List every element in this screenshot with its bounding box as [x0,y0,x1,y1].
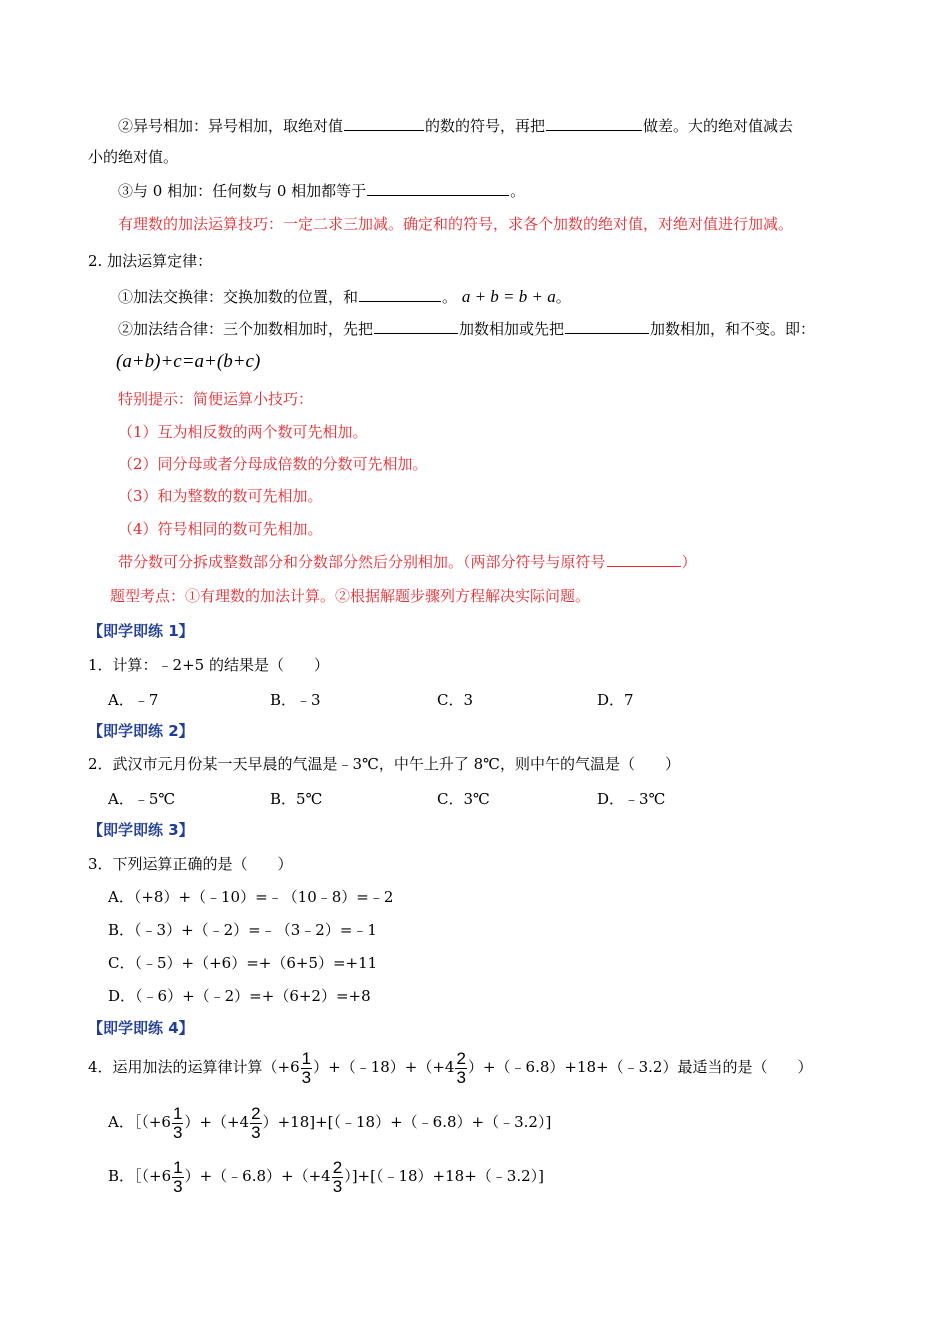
fill-blank[interactable] [344,115,424,131]
option-part: ）+（﹣6.8）+（+4 [184,1167,331,1185]
unlike-signs-rule [118,115,793,136]
associative-formula: (a+b)+c=a+(b+c) [116,351,261,372]
hint-item: （1）互为相反数的两个数可先相加。 [118,423,368,441]
zero-addition-rule [118,180,525,201]
law-text: 。 [442,288,458,306]
option-c[interactable]: C．3℃ [437,790,490,808]
practice-tag: 【即学即练 4】 [88,1019,194,1037]
commutative-law [118,286,571,307]
rule-text: 做差。大的绝对值减去 [643,117,794,135]
question-part: ）+（﹣6.8）+18+（﹣3.2）最适当的是（ ） [467,1058,813,1076]
option-part: A．［（+6 [108,1113,171,1131]
fill-blank[interactable] [546,115,642,131]
denominator: 3 [251,1122,261,1142]
fraction [455,1050,466,1087]
option-part: ）+18]+[（﹣18）+（﹣6.8）+（﹣3.2）] [262,1113,552,1131]
rule-text: 的数的符号，再把 [425,117,546,135]
exam-points: 题型考点：①有理数的加法计算。②根据解题步骤列方程解决实际问题。 [110,587,591,605]
fraction [301,1050,312,1087]
option-a[interactable]: A．﹣7 [108,691,159,709]
fill-blank[interactable] [367,180,509,196]
option-d[interactable]: D．7 [597,691,634,709]
law-text: ②加法结合律：三个加数相加时，先把 [118,320,374,338]
denominator: 3 [332,1176,343,1196]
fraction [332,1159,343,1196]
fraction [250,1105,261,1142]
denominator: 3 [172,1122,183,1142]
option-d[interactable]: D．（﹣6）+（﹣2）=+（6+2）=+8 [108,987,371,1005]
question-text: 2．武汉市元月份某一天早晨的气温是﹣3℃，中午上升了 8℃，则中午的气温是（ ） [88,755,680,773]
option-b[interactable] [108,1155,544,1197]
law-text: 。 [555,288,571,306]
numerator: 1 [173,1157,183,1177]
section-heading: 2. 加法运算定律： [88,252,213,270]
question-text: 3．下列运算正确的是（ ） [88,855,293,873]
hint-text: 带分数可分拆成整数部分和分数部分然后分别相加。（两部分符号与原符号 [118,553,606,571]
option-a[interactable] [108,1101,551,1143]
rule-text: ②异号相加：异号相加，取绝对值 [118,117,344,135]
fraction [172,1105,183,1142]
practice-tag: 【即学即练 1】 [88,622,194,640]
option-part: ）+（+4 [184,1113,250,1131]
rule-continuation: 小的绝对值。 [88,148,179,166]
question-part: 4．运用加法的运算律计算（+6 [88,1058,300,1076]
question-part: ）+（﹣18）+（+4 [313,1058,455,1076]
numerator: 1 [172,1103,183,1123]
fill-blank[interactable] [359,286,441,302]
numerator: 2 [456,1048,466,1068]
commutative-formula: a + b = b + a [461,287,556,306]
law-text: 加数相加，和不变。即： [650,320,816,338]
law-text: ①加法交换律：交换加数的位置，和 [118,288,359,306]
option-a[interactable]: A．（+8）+（﹣10）=﹣（10﹣8）=﹣2 [108,888,394,906]
hints-title: 特别提示：简便运算小技巧： [118,390,314,408]
denominator: 3 [301,1067,312,1087]
hint-item: （2）同分母或者分母成倍数的分数可先相加。 [118,455,428,473]
rule-text: 。 [510,182,526,200]
hint-item: （4）符号相同的数可先相加。 [118,520,323,538]
mixed-number-hint [118,551,697,572]
practice-tag: 【即学即练 2】 [88,722,194,740]
option-d[interactable]: D．﹣3℃ [597,790,666,808]
rule-text: ③与 0 相加：任何数与 0 相加都等于 [118,182,367,200]
law-text: 加数相加或先把 [459,320,565,338]
fraction [172,1159,183,1196]
fill-blank[interactable] [374,318,458,334]
addition-tip: 有理数的加法运算技巧：一定二求三加减。确定和的符号，求各个加数的绝对值，对绝对值进行加减。 [118,215,794,233]
question-text: 1．计算：﹣2+5 的结果是（ ） [88,656,329,674]
option-part: ）]+[（﹣18）+18+（﹣3.2）] [344,1167,544,1185]
denominator: 3 [173,1176,183,1196]
hint-text: ） [681,553,697,571]
hint-item: （3）和为整数的数可先相加。 [118,487,323,505]
numerator: 2 [251,1103,261,1123]
practice-tag: 【即学即练 3】 [88,821,194,839]
option-part: B．［（+6 [108,1167,172,1185]
fill-blank[interactable] [607,551,681,567]
question-text [88,1046,812,1088]
associative-law [118,318,815,339]
numerator: 2 [332,1157,343,1177]
option-b[interactable]: B．5℃ [270,790,323,808]
option-c[interactable]: C．3 [437,691,474,709]
numerator: 1 [301,1048,312,1068]
option-b[interactable]: B．（﹣3）+（﹣2）=﹣（3﹣2）=﹣1 [108,921,377,939]
option-b[interactable]: B．﹣3 [270,691,321,709]
option-a[interactable]: A．﹣5℃ [108,790,176,808]
option-c[interactable]: C．（﹣5）+（+6）=+（6+5）=+11 [108,954,378,972]
denominator: 3 [456,1067,466,1087]
fill-blank[interactable] [565,318,649,334]
